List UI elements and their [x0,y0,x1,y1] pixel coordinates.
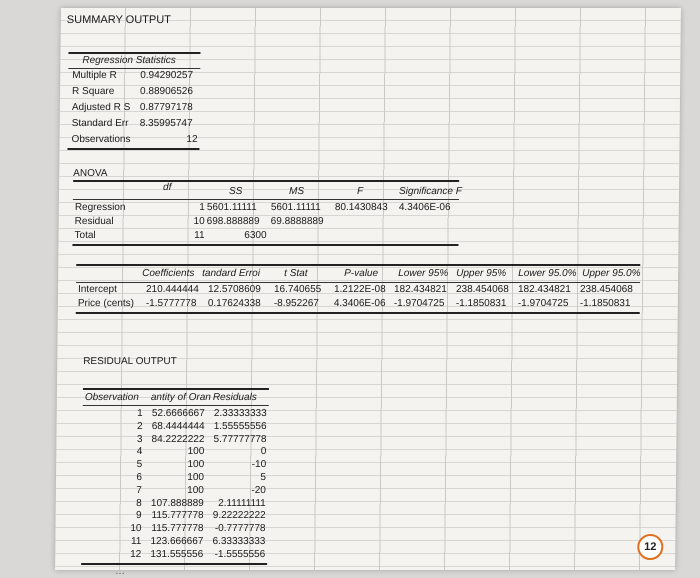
regstats-header-rule [68,68,200,69]
coef-col-header: Lower 95% [398,268,449,279]
coef-value: 238.454068 [455,284,509,295]
residual-top-rule [83,388,269,390]
coef-col-header: Lower 95.0% [518,268,577,279]
anova-bottom-rule [72,244,458,246]
anova-ss: 698.888889 [206,216,260,227]
anova-f: 80.1430843 [334,202,388,213]
regstats-label: R Square [72,86,115,97]
coef-col-header: Coefficients [142,268,195,279]
regstats-label: Observations [71,134,131,145]
residual-observation: 12 [130,548,142,560]
residual-value: 1.55555556 [213,420,267,432]
residual-value: 9.22222222 [212,510,266,522]
residual-predicted: 115.777778 [151,523,204,535]
residual-value: 5 [260,472,267,483]
anova-ms: 5601.11111 [270,202,321,213]
coef-value: 1.2122E-08 [333,284,386,295]
regstats-label: Multiple R [72,70,117,81]
anova-title: ANOVA [73,168,108,179]
coef-value: -8.952267 [273,298,319,309]
anova-ss: 5601.11111 [206,202,257,213]
coef-value: 4.3406E-06 [333,298,386,309]
residual-observation: 7 [136,484,142,496]
coef-value: 16.740655 [273,284,322,295]
coef-header-rule [76,282,640,283]
residual-value: 6.33333333 [212,536,266,547]
notification-badge[interactable]: 12 [637,534,663,560]
residual-observation: 2 [136,420,143,432]
anova-header-rule [73,199,459,200]
residual-value: 5.77777778 [213,433,267,445]
regstats-value: 0.94290257 [140,70,194,81]
residual-observation: 8 [136,497,142,509]
residual-predicted: 131.555556 [150,548,204,560]
residual-value: 2.33333333 [213,408,267,419]
regstats-top-rule [68,52,200,54]
residual-value: 2.11111111 [218,497,266,509]
coef-row-label: Price (cents) [77,298,135,309]
anova-row-label: Total [74,230,96,241]
coef-row-label: Intercept [77,284,117,295]
residual-observation: 3 [136,433,143,445]
residual-predicted: 100 [187,446,205,458]
anova-top-rule [73,180,459,182]
anova-col-header: SS [228,186,243,197]
coef-value: -1.1850831 [455,298,507,309]
anova-row-label: Residual [74,216,114,227]
residual-observation: 1 [137,408,143,419]
residual-predicted: 100 [187,484,204,496]
coef-col-header: P-value [344,268,379,279]
anova-col-header: Significance F [398,186,462,197]
residual-observation: 5 [136,459,143,471]
cutoff-text: … [114,566,126,577]
anova-row-label: Regression [74,202,126,213]
residual-observation: 10 [130,523,142,535]
anova-col-header: df [163,182,172,193]
coef-value: -1.9704725 [517,298,569,309]
residual-col-header: Residuals [212,392,257,403]
anova-ss: 6300 [244,230,267,241]
coef-value: -1.5777778 [145,298,197,309]
residual-value: -1.5555556 [214,548,266,560]
regstats-bottom-rule [67,148,199,150]
coef-col-header: Upper 95% [456,268,507,279]
regstats-value: 0.87797178 [139,102,193,113]
residual-predicted: 107.888889 [150,497,204,509]
regstats-value: 12 [186,134,198,145]
coef-value: 182.434821 [517,284,571,295]
anova-col-header: MS [288,186,305,197]
coef-value: -1.1850831 [579,298,631,309]
residual-observation: 11 [130,536,142,547]
coef-value: 182.434821 [393,284,447,295]
residual-title: RESIDUAL OUTPUT [83,356,177,367]
anova-df: 11 [194,230,205,241]
anova-sig: 4.3406E-06 [398,202,451,213]
coef-col-header: t Stat [284,268,308,279]
residual-observation: 4 [136,446,143,458]
spreadsheet-printout [55,8,681,577]
residual-value: -20 [251,484,266,496]
coef-bottom-rule [76,312,640,314]
residual-col-header: antity of Oran [150,392,211,403]
summary-title: SUMMARY OUTPUT [66,14,171,26]
coef-col-header: Upper 95.0% [582,268,641,279]
regstats-header: Regression Statistics [82,55,176,66]
residual-predicted: 52.6666667 [151,408,205,419]
residual-value: -10 [251,459,267,471]
anova-df: 1 [199,202,205,213]
residual-predicted: 84.2222222 [151,433,205,445]
residual-observation: 6 [136,472,143,483]
residual-bottom-rule [81,563,267,565]
coef-value: 238.454068 [579,284,633,295]
coef-col-header: tandard Erroi [202,268,261,279]
coef-value: 210.444444 [145,284,199,295]
residual-predicted: 115.777778 [151,510,204,522]
coef-value: 12.5708609 [207,284,261,295]
residual-col-header: Observation [84,392,139,403]
regstats-value: 0.88906526 [140,86,193,97]
residual-observation: 9 [136,510,142,522]
regstats-value: 8.35995747 [139,118,193,129]
coef-value: -1.9704725 [393,298,445,309]
coef-top-rule [76,264,640,266]
anova-ms: 69.8888889 [270,216,324,227]
anova-col-header: F [356,186,364,197]
residual-header-rule [83,405,269,406]
coef-value: 0.17624338 [207,298,261,309]
residual-value: 0 [260,446,267,458]
residual-predicted: 123.666667 [150,536,204,547]
residual-value: -0.7777778 [214,523,266,535]
regstats-label: Adjusted R S [71,102,131,113]
residual-predicted: 68.4444444 [151,420,205,432]
anova-df: 10 [193,216,205,227]
residual-predicted: 100 [187,472,205,483]
regstats-label: Standard Err [71,118,129,129]
residual-predicted: 100 [187,459,205,471]
